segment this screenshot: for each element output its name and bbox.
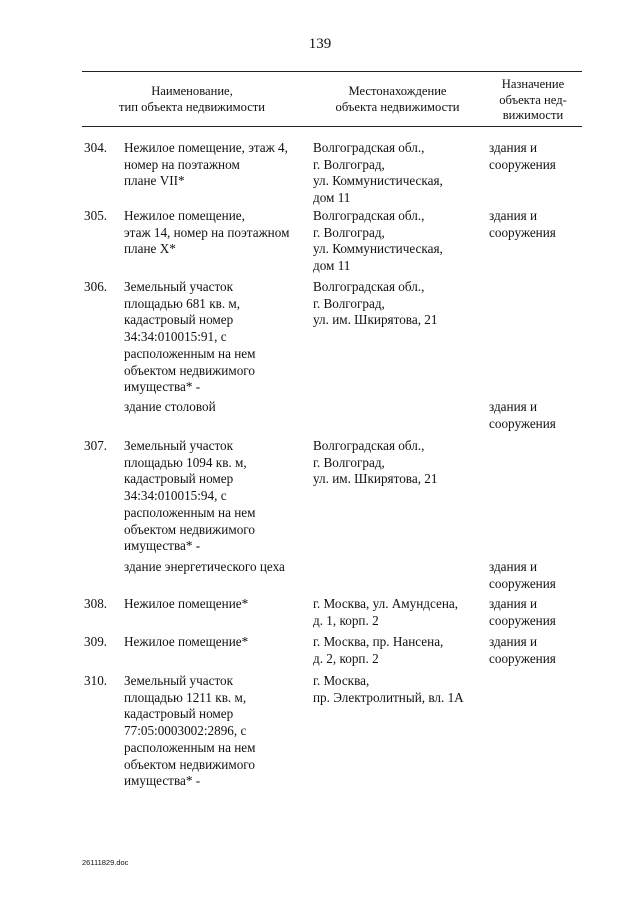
row-number: 304. xyxy=(84,140,108,155)
row-location: Волгоградская обл., г. Волгоград, ул. Коммунистическая, дом 11 xyxy=(313,140,443,206)
row-location: г. Москва, пр. Электролитный, вл. 1А xyxy=(313,673,464,705)
row-location: Волгоградская обл., г. Волгоград, ул. им. Шкирятова, 21 xyxy=(313,438,438,487)
row-location: Волгоградская обл., г. Волгоград, ул. им. Шкирятова, 21 xyxy=(313,279,438,328)
page-number: 139 xyxy=(308,36,332,52)
row-number: 305. xyxy=(84,208,108,223)
row-purpose: здания и сооружения xyxy=(489,399,556,431)
row-location: Волгоградская обл., г. Волгоград, ул. Коммунистическая, дом 11 xyxy=(313,208,443,274)
row-name: Нежилое помещение, этаж 4, номер на поэтажном плане VII* xyxy=(124,140,288,189)
row-purpose: здания и сооружения xyxy=(489,634,556,666)
row-name: Земельный участок площадью 1211 кв. м, кадастровый номер 77:05:0003002:2896, с расположенным на нем объектом недвижимого имущества* - xyxy=(124,673,256,789)
row-name: Нежилое помещение* xyxy=(124,634,249,649)
row-purpose: здания и сооружения xyxy=(489,596,556,628)
row-location: г. Москва, пр. Нансена, д. 2, корп. 2 xyxy=(313,634,444,666)
table-header-rule xyxy=(82,126,582,127)
header-location: Местонахождение объекта недвижимости xyxy=(335,84,460,114)
row-name: Земельный участок площадью 1094 кв. м, кадастровый номер 34:34:010015:94, с расположенным на нем объектом недвижимого имущества* - xyxy=(124,438,256,554)
row-number: 307. xyxy=(84,438,108,453)
row-number: 306. xyxy=(84,279,108,294)
row-name: Нежилое помещение* xyxy=(124,596,249,611)
row-number: 309. xyxy=(84,634,108,649)
row-name: здание столовой xyxy=(124,399,216,414)
row-name: Нежилое помещение, этаж 14, номер на поэтажном плане X* xyxy=(124,208,290,257)
footer-filename: 26111829.doc xyxy=(82,858,129,867)
row-number: 310. xyxy=(84,673,108,688)
row-purpose: здания и сооружения xyxy=(489,208,556,240)
table-top-rule xyxy=(82,71,582,72)
row-name: здание энергетического цеха xyxy=(124,559,285,574)
header-name: Наименование, тип объекта недвижимости xyxy=(118,84,266,114)
row-location: г. Москва, ул. Амундсена, д. 1, корп. 2 xyxy=(313,596,459,628)
row-purpose: здания и сооружения xyxy=(489,140,556,172)
row-purpose: здания и сооружения xyxy=(489,559,556,591)
row-name: Земельный участок площадью 681 кв. м, кадастровый номер 34:34:010015:91, с расположенным на нем объектом недвижимого имущества* - xyxy=(124,279,256,395)
header-purpose: Назначение объекта нед- вижимости xyxy=(499,77,567,122)
row-number: 308. xyxy=(84,596,108,611)
